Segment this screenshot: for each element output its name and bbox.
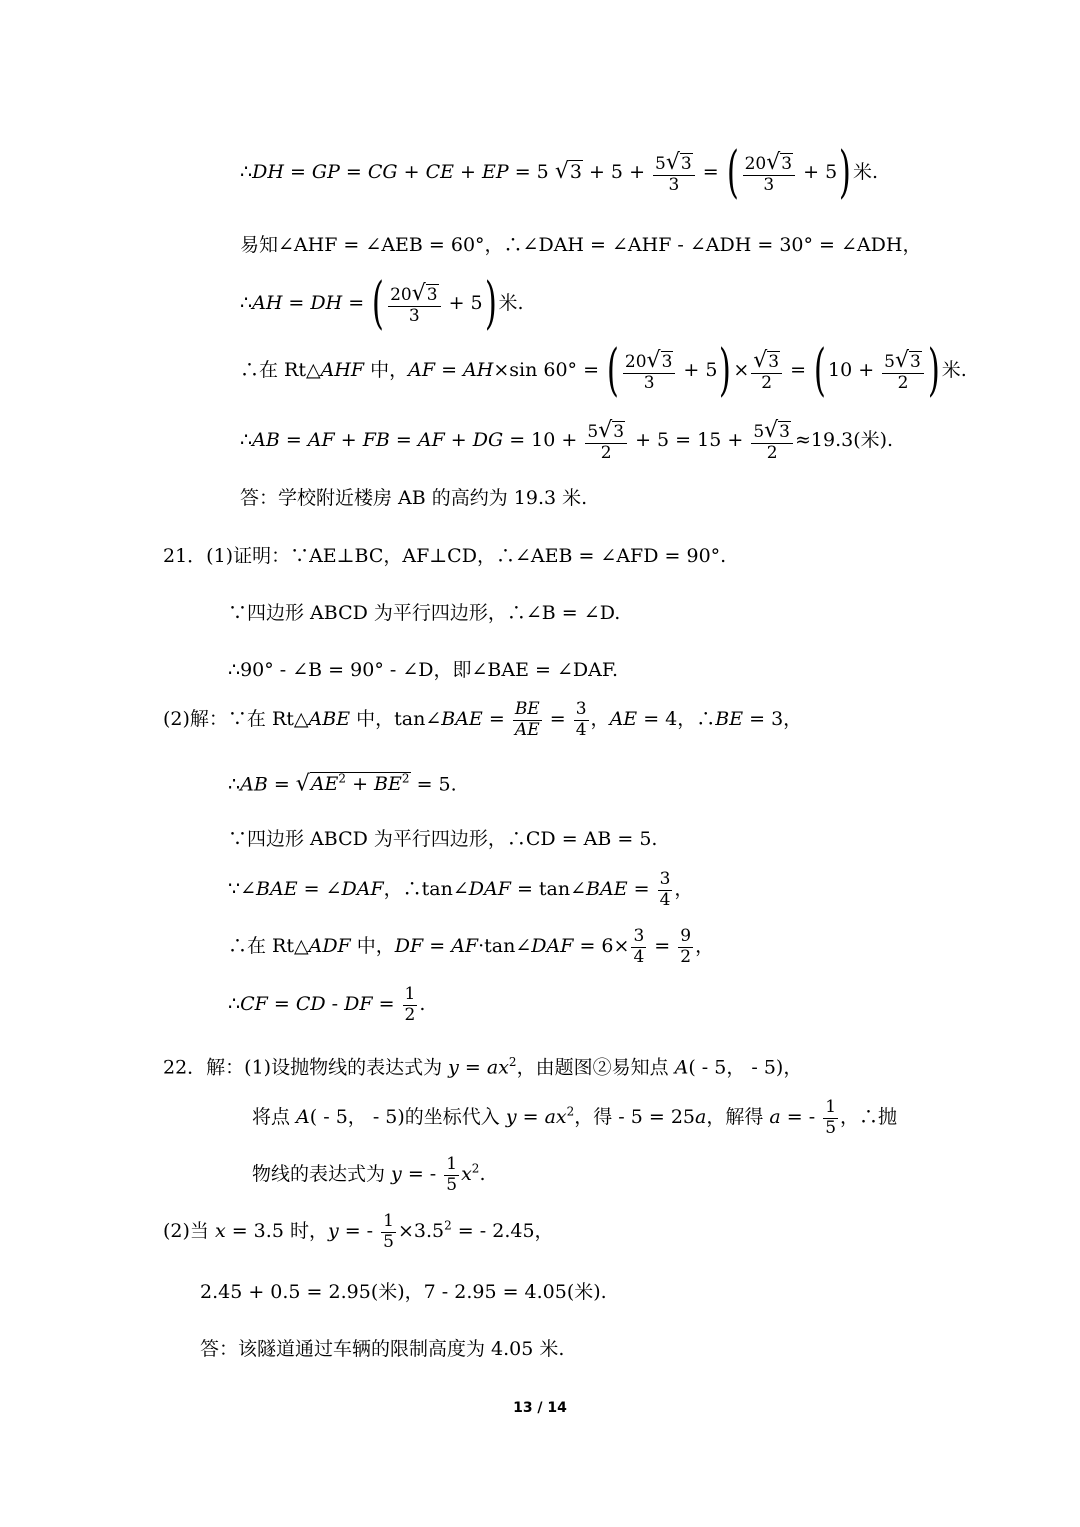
solution-line: ∴AH = DH = ( $\frac{20√3}{3}$ + 5) 米. [240, 271, 524, 336]
solution-line: 易知∠AHF = ∠AEB = 60°，∴∠DAH = ∠AHF - ∠ADH = 30° = ∠ADH， [240, 234, 922, 256]
solution-line: ∴CF = CD - DF = $\frac{1}{2}$ . [228, 984, 426, 1025]
solution-line: ∴DH = GP = CG + CE + EP = 5 √3 + 5 + $\frac{5√3}{3}$ = ( $\frac{20√3}{3}$ + 5) 米. [240, 140, 879, 205]
solution-line: ∴AB = AF + FB = AF + DG = 10 + $\frac{5√3}{2}$ + 5 = 15 + $\frac{5√3}{2}$ ≈19.3(米). [240, 418, 894, 464]
solution-line: ∴在 Rt△ADF 中，DF = AF·tan∠DAF = 6× $\frac{3}{4}$ = $\frac{9}{2}$ ， [228, 926, 715, 967]
solution-line: ∴90° - ∠B = 90° - ∠D，即∠BAE = ∠DAF. [228, 659, 619, 681]
solution-line: (2)当 x = 3.5 时，y = - $\frac{1}{5}$ $\times 3.5^2$ = - 2.45， [163, 1211, 554, 1252]
solution-line: ∴AB = $√AE^2 + BE^2 = 5$. [228, 771, 457, 797]
question-21-line: 21．(1)证明：∵AE⊥BC，AF⊥CD，∴∠AEB = ∠AFD = 90°. [163, 545, 727, 567]
solution-line: ∵四边形 ABCD 为平行四边形，∴CD = AB = 5. [228, 828, 658, 850]
solution-line: 物线的表达式为 y = - $\frac{1}{5}$ $x^2$. [252, 1154, 486, 1195]
solution-line: ∵∠BAE = ∠DAF，∴tan∠DAF = tan∠BAE = $\frac{3}{4}$ ， [228, 869, 694, 910]
question-22-line: 22．解：(1)设抛物线的表达式为 $y = ax^2$，由题图②易知点 A( - 5， - 5)， [163, 1055, 803, 1079]
page-number: 13 / 14 [513, 1400, 567, 1416]
answer-line: 答：该隧道通过车辆的限制高度为 4.05 米. [200, 1338, 565, 1360]
solution-line: ∵四边形 ABCD 为平行四边形，∴∠B = ∠D. [228, 602, 621, 624]
solution-line: 将点 A( - 5， - 5)的坐标代入 $y = ax^2$，得 - 5 = 25a，解得 a = - $\frac{1}{5}$ ，∴抛 [252, 1097, 898, 1138]
solution-line: ∴在 Rt△AHF 中，AF = AH×sin 60° = ( $\frac{20√3}{3}$ + 5) × $\frac{√3}{2}$ = ( 10 + $\frac{5√3}{2}$ ) 米. [240, 338, 967, 403]
answer-line: 答：学校附近楼房 AB 的高约为 19.3 米. [240, 487, 588, 509]
solution-line: 2.45 + 0.5 = 2.95(米)，7 - 2.95 = 4.05(米). [200, 1281, 607, 1303]
solution-line: (2)解：∵在 Rt△ABE 中，tan∠BAE = $\frac{BE}{AE}$ = $\frac{3}{4}$ ，AE = 4，∴BE = 3， [163, 699, 803, 740]
